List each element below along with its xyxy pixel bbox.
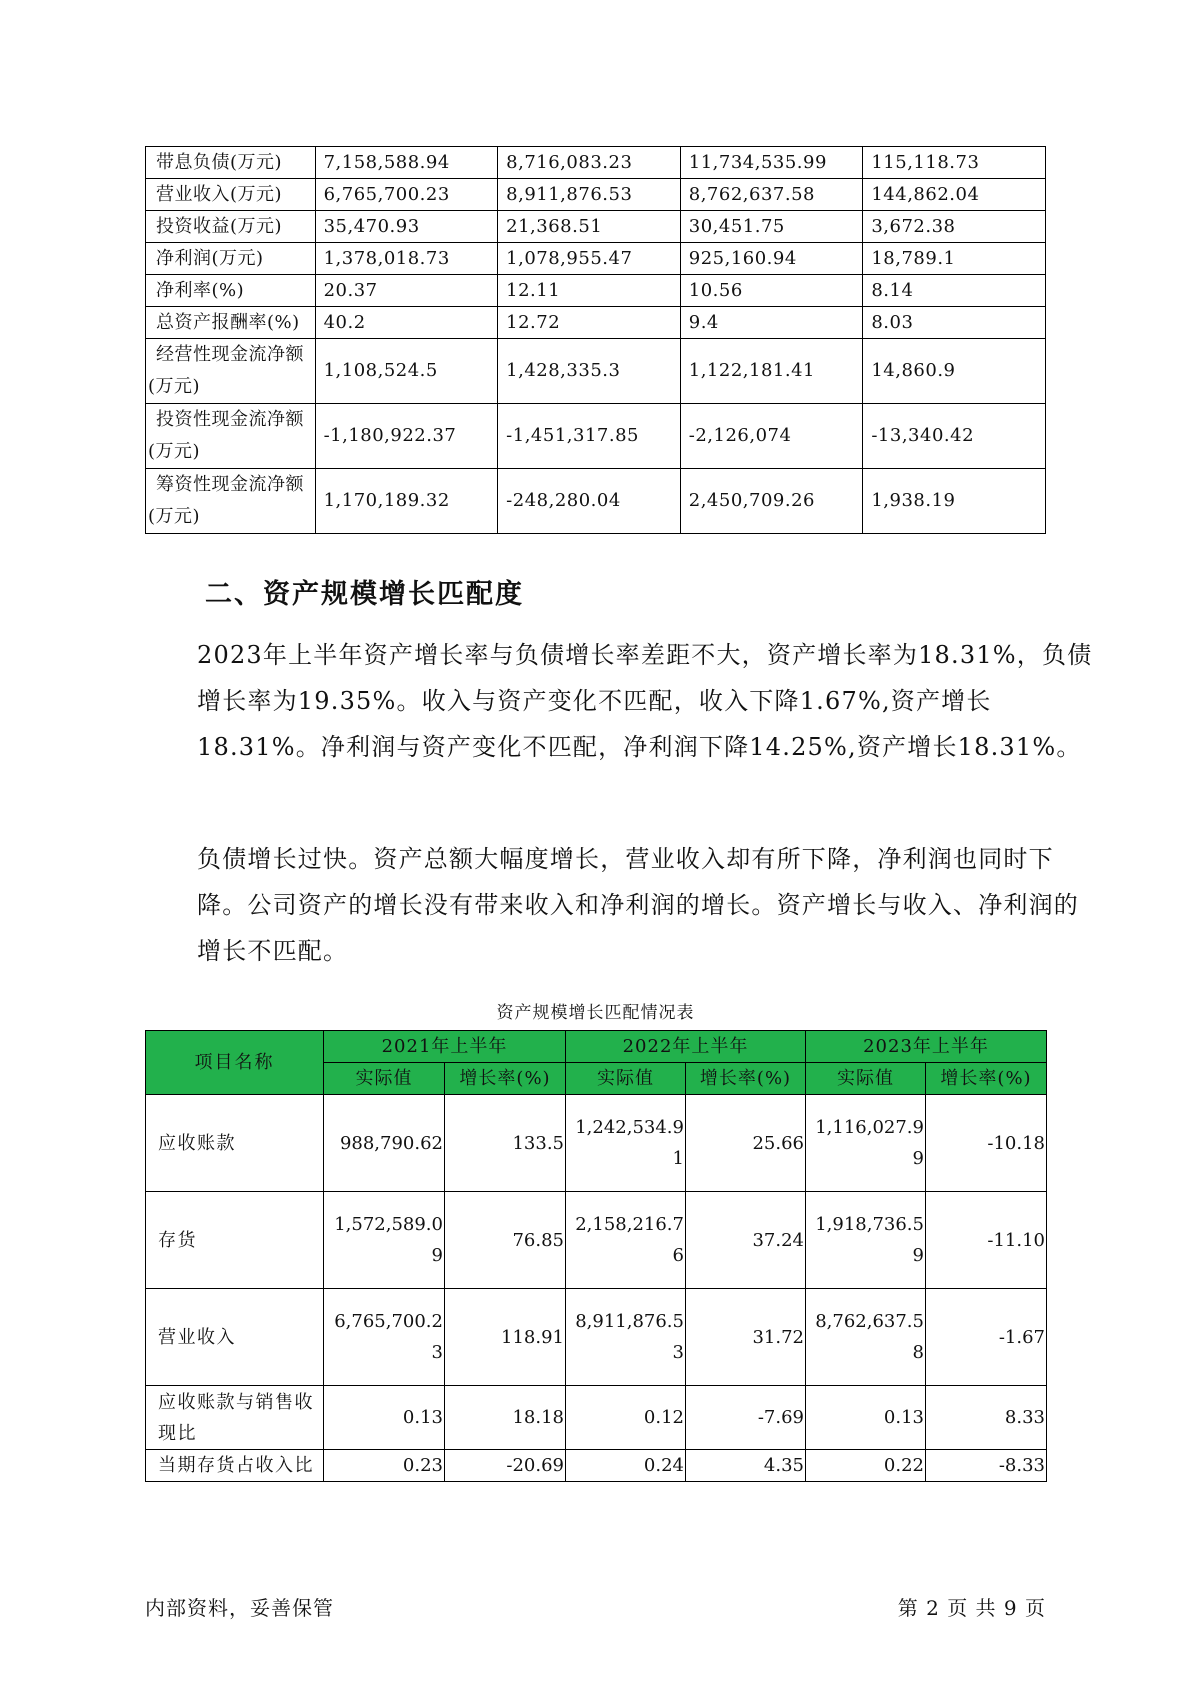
table-cell: 0.22 — [806, 1450, 926, 1482]
table-cell: 1,918,736.59 — [806, 1192, 926, 1289]
row-label: 营业收入(万元) — [146, 179, 316, 211]
header-period-2022: 2022年上半年 — [566, 1031, 806, 1063]
row-label: 带息负债(万元) — [146, 147, 316, 179]
table-cell: 1,078,955.47 — [498, 243, 681, 275]
table-cell: 8.03 — [863, 307, 1046, 339]
table-cell: 12.72 — [498, 307, 681, 339]
row-label: 净利润(万元) — [146, 243, 316, 275]
table-cell: 18.18 — [445, 1386, 566, 1450]
section-heading: 二、资产规模增长匹配度 — [205, 579, 524, 610]
table-cell: 1,378,018.73 — [315, 243, 498, 275]
table-cell: 115,118.73 — [863, 147, 1046, 179]
table-cell: 1,572,589.09 — [324, 1192, 445, 1289]
table-row — [146, 275, 1046, 307]
table-cell: 0.23 — [324, 1450, 445, 1482]
table-row — [146, 1386, 1047, 1450]
table-cell: 0.12 — [566, 1386, 686, 1450]
table-cell: 37.24 — [686, 1192, 806, 1289]
table-cell: 0.13 — [324, 1386, 445, 1450]
table-cell: 18,789.1 — [863, 243, 1046, 275]
row-label: 应收账款与销售收现比 — [146, 1386, 324, 1450]
table-row — [146, 1289, 1047, 1386]
table-cell: 2,450,709.26 — [680, 469, 863, 534]
header-actual: 实际值 — [806, 1063, 926, 1095]
table-cell: 8,716,083.23 — [498, 147, 681, 179]
table-cell: 1,242,534.91 — [566, 1095, 686, 1192]
header-period-2021: 2021年上半年 — [324, 1031, 566, 1063]
table-cell: 25.66 — [686, 1095, 806, 1192]
table-cell: -2,126,074 — [680, 404, 863, 469]
row-label: 营业收入 — [146, 1289, 324, 1386]
row-label: 投资收益(万元) — [146, 211, 316, 243]
table-row — [146, 339, 1046, 404]
header-growth: 增长率(%) — [686, 1063, 806, 1095]
table-cell: -11.10 — [926, 1192, 1047, 1289]
table-cell: 21,368.51 — [498, 211, 681, 243]
table-cell: 35,470.93 — [315, 211, 498, 243]
row-label: 投资性现金流净额(万元) — [146, 404, 316, 469]
table-cell: 8.14 — [863, 275, 1046, 307]
table-row — [146, 404, 1046, 469]
table-cell: 925,160.94 — [680, 243, 863, 275]
table-cell: 12.11 — [498, 275, 681, 307]
table-cell: 1,428,335.3 — [498, 339, 681, 404]
table-cell: -13,340.42 — [863, 404, 1046, 469]
table-cell: 7,158,588.94 — [315, 147, 498, 179]
table-cell: 11,734,535.99 — [680, 147, 863, 179]
table-cell: 8,911,876.53 — [566, 1289, 686, 1386]
table-cell: 1,938.19 — [863, 469, 1046, 534]
table-cell: 3,672.38 — [863, 211, 1046, 243]
header-growth: 增长率(%) — [926, 1063, 1047, 1095]
header-growth: 增长率(%) — [445, 1063, 566, 1095]
table-cell: 40.2 — [315, 307, 498, 339]
table-row — [146, 1450, 1047, 1482]
table-row — [146, 147, 1046, 179]
row-label: 经营性现金流净额(万元) — [146, 339, 316, 404]
row-label: 存货 — [146, 1192, 324, 1289]
table-cell: -20.69 — [445, 1450, 566, 1482]
table-caption: 资产规模增长匹配情况表 — [496, 1003, 695, 1023]
table-row — [146, 179, 1046, 211]
row-label: 总资产报酬率(%) — [146, 307, 316, 339]
table-cell: -10.18 — [926, 1095, 1047, 1192]
row-label: 净利率(%) — [146, 275, 316, 307]
table-row — [146, 307, 1046, 339]
table-cell: -7.69 — [686, 1386, 806, 1450]
table-cell: 8.33 — [926, 1386, 1047, 1450]
table-cell: -1,180,922.37 — [315, 404, 498, 469]
table-cell: 8,762,637.58 — [806, 1289, 926, 1386]
table-cell: 1,108,524.5 — [315, 339, 498, 404]
paragraph-asset-growth: 2023年上半年资产增长率与负债增长率差距不大，资产增长率为18.31%，负债增长率为19.35%。收入与资产变化不匹配，收入下降1.67%,资产增长18.31%。净利润与资产变化不匹配，净利润下降14.25%,资产增长18.31%。 — [197, 641, 1093, 761]
paragraph-debt-growth: 负债增长过快。资产总额大幅度增长，营业收入却有所下降，净利润也同时下降。公司资产的增长没有带来收入和净利润的增长。资产增长与收入、净利润的增长不匹配。 — [197, 845, 1079, 965]
table-cell: -248,280.04 — [498, 469, 681, 534]
header-row — [146, 1031, 1047, 1063]
table-cell: 1,116,027.99 — [806, 1095, 926, 1192]
table-cell: 14,860.9 — [863, 339, 1046, 404]
table-row — [146, 469, 1046, 534]
table-cell: 30,451.75 — [680, 211, 863, 243]
footer-confidential-note: 内部资料，妥善保管 — [145, 1596, 334, 1620]
table-cell: 988,790.62 — [324, 1095, 445, 1192]
table-row — [146, 1192, 1047, 1289]
row-label: 筹资性现金流净额(万元) — [146, 469, 316, 534]
table-cell: 76.85 — [445, 1192, 566, 1289]
header-actual: 实际值 — [566, 1063, 686, 1095]
table-cell: 0.24 — [566, 1450, 686, 1482]
financial-indicators-table — [145, 146, 1046, 534]
header-actual: 实际值 — [324, 1063, 445, 1095]
table-cell: 0.13 — [806, 1386, 926, 1450]
table-cell: 8,911,876.53 — [498, 179, 681, 211]
table-cell: 10.56 — [680, 275, 863, 307]
table-cell: 2,158,216.76 — [566, 1192, 686, 1289]
table-cell: 1,170,189.32 — [315, 469, 498, 534]
table-row — [146, 211, 1046, 243]
table-cell: 6,765,700.23 — [324, 1289, 445, 1386]
table-cell: 20.37 — [315, 275, 498, 307]
header-period-2023: 2023年上半年 — [806, 1031, 1047, 1063]
row-label: 应收账款 — [146, 1095, 324, 1192]
table-row — [146, 1095, 1047, 1192]
table-cell: -1,451,317.85 — [498, 404, 681, 469]
table-cell: -8.33 — [926, 1450, 1047, 1482]
table-cell: 118.91 — [445, 1289, 566, 1386]
asset-growth-match-table — [145, 1030, 1047, 1482]
table-cell: 4.35 — [686, 1450, 806, 1482]
footer-page-number: 第 2 页 共 9 页 — [897, 1596, 1046, 1620]
table-cell: 133.5 — [445, 1095, 566, 1192]
table-cell: 6,765,700.23 — [315, 179, 498, 211]
table-cell: 31.72 — [686, 1289, 806, 1386]
row-label: 当期存货占收入比 — [146, 1450, 324, 1482]
table-cell: 8,762,637.58 — [680, 179, 863, 211]
header-item-name: 项目名称 — [146, 1031, 324, 1095]
table-cell: 9.4 — [680, 307, 863, 339]
table-row — [146, 243, 1046, 275]
table-cell: 144,862.04 — [863, 179, 1046, 211]
table-cell: -1.67 — [926, 1289, 1047, 1386]
table-cell: 1,122,181.41 — [680, 339, 863, 404]
